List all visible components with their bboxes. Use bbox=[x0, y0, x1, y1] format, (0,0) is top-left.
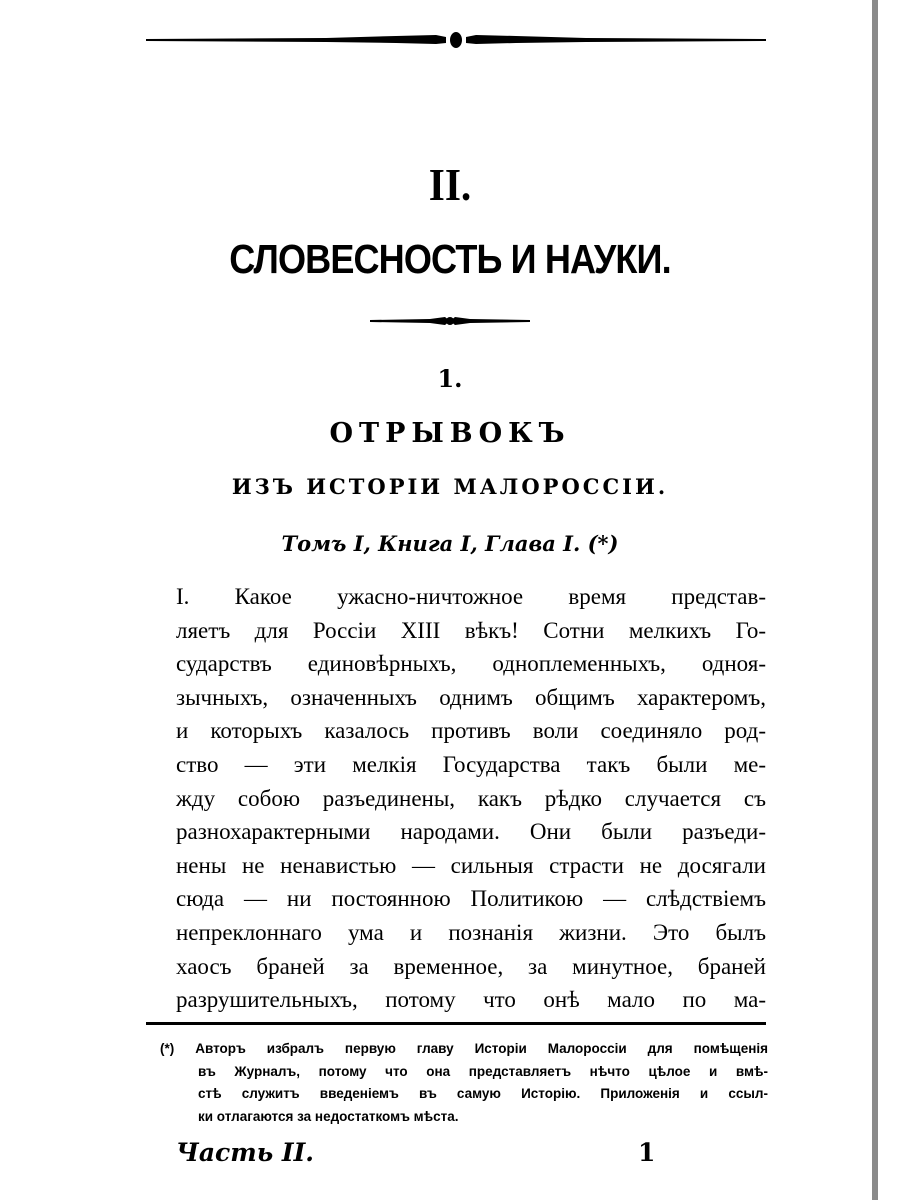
text-line: зычныхъ, означенныхъ однимъ общимъ характеромъ, bbox=[176, 684, 766, 710]
footnote-rule bbox=[146, 1022, 766, 1025]
text-line: разнохарактерными народами. Они были разъеди- bbox=[176, 819, 766, 845]
text-line: I. Какое ужасно-ничтожное время представ- bbox=[176, 584, 766, 609]
article-title: ОТРЫВОКЪ bbox=[329, 418, 571, 449]
text-line: ство — эти мелкія Государства такъ были ме- bbox=[176, 751, 766, 777]
body-text bbox=[176, 580, 766, 1017]
text-line: сюда — ни постоянною Политикою — слѣдствіемъ bbox=[176, 886, 766, 912]
footnote-line: (*) Авторъ избралъ первую главу Исторіи Малороссіи для помѣщенія bbox=[160, 1041, 768, 1056]
article-number: 1. bbox=[437, 364, 463, 393]
page-edge bbox=[872, 0, 878, 1200]
footnote-line: ки отлагаются за недостаткомъ мѣста. bbox=[198, 1108, 459, 1124]
text-line: непреклоннаго ума и познанія жизни. Это былъ bbox=[176, 919, 766, 945]
top-ornament-rule bbox=[146, 30, 766, 52]
volume-reference: Томъ I, Книга I, Глава I. (*) bbox=[281, 531, 619, 556]
article-subtitle: ИЗЪ ИСТОРІИ МАЛОРОССІИ. bbox=[231, 474, 669, 499]
footnote bbox=[160, 1038, 768, 1128]
text-line: ляетъ для Россіи XIII вѣкъ! Сотни мелкихъ Го- bbox=[176, 617, 766, 643]
page-number: 1 bbox=[638, 1138, 656, 1167]
signature-mark: Часть II. bbox=[176, 1138, 314, 1167]
text-line: нены не ненавистью — сильныя страсти не досягали bbox=[176, 852, 766, 878]
footnote-line: стѣ служитъ введеніемъ въ самую Исторію. Приложенія и ссыл- bbox=[198, 1086, 768, 1101]
text-line: жду собою разъединены, какъ рѣдко случается съ bbox=[176, 785, 766, 811]
text-line: и которыхъ казалось противъ воли соединяло род- bbox=[176, 718, 766, 744]
section-title: СЛОВЕСНОСТЬ И НАУКИ. bbox=[229, 236, 671, 282]
section-number: II. bbox=[428, 159, 472, 210]
text-line: сударствъ единовѣрныхъ, одноплеменныхъ, одноя- bbox=[176, 651, 766, 677]
footnote-line: въ Журналъ, потому что она представляетъ нѣчто цѣлое и вмѣ- bbox=[198, 1063, 768, 1079]
text-line: хаосъ браней за временное, за минутное, браней bbox=[176, 953, 766, 979]
text-line: разрушительныхъ, потому что онѣ мало по ма- bbox=[176, 987, 766, 1013]
divider-ornament bbox=[370, 314, 530, 328]
